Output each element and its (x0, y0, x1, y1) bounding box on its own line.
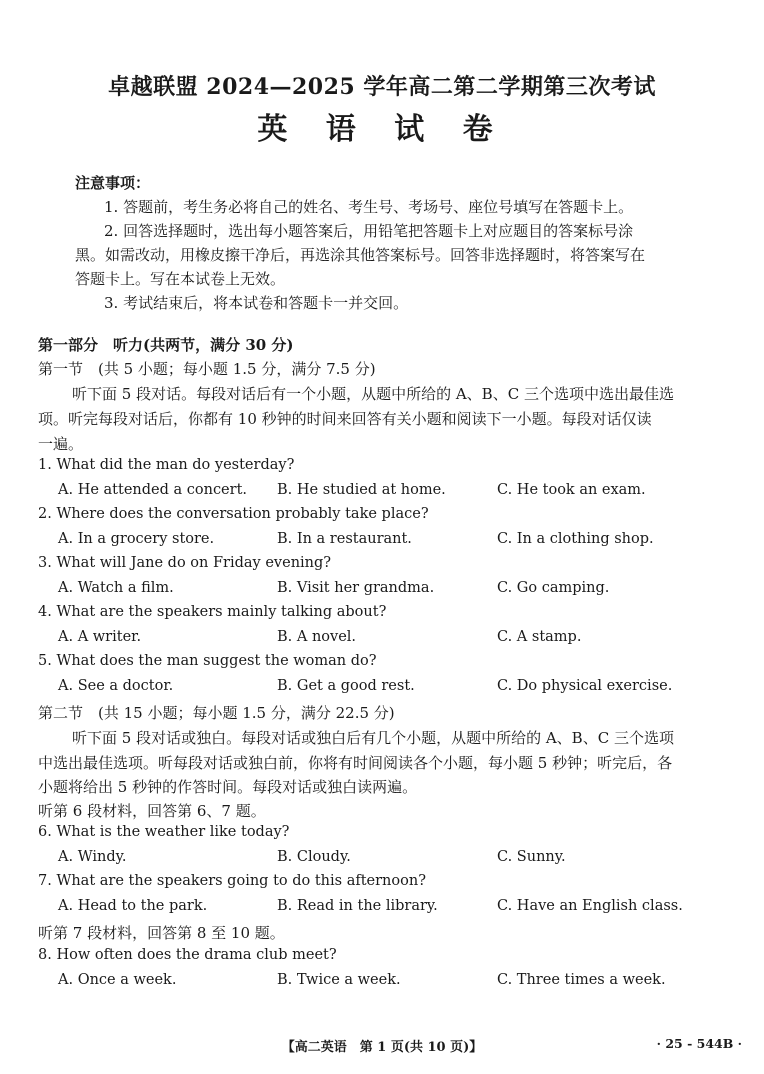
q6-option-c: C. Sunny. (497, 849, 566, 865)
material-6-heading: 听第 6 段材料，回答第 6、7 题。 (38, 802, 266, 820)
q4-option-c: C. A stamp. (497, 629, 582, 645)
section1-heading: 第一节 (共 5 小题；每小题 1.5 分，满分 7.5 分) (38, 360, 376, 378)
notice-item-2-end: 答题卡上。写在本试卷上无效。 (75, 270, 286, 288)
section1-instruction-2: 项。听完每段对话后，你都有 10 秒钟的时间来回答有关小题和阅读下一小题。每段对话仅读 (38, 410, 652, 428)
q2-option-b: B. In a restaurant. (277, 531, 412, 547)
section2-instruction-3: 小题将给出 5 秒钟的作答时间。每段对话或独白读两遍。 (38, 778, 418, 796)
q1-option-c: C. He took an exam. (497, 482, 646, 498)
q5-option-b: B. Get a good rest. (277, 678, 415, 694)
notice-item-3: 3. 考试结束后，将本试卷和答题卡一并交回。 (104, 294, 409, 312)
section2-heading: 第二节 (共 15 小题；每小题 1.5 分，满分 22.5 分) (38, 704, 395, 722)
question-7: 7. What are the speakers going to do this afternoon? (38, 873, 426, 889)
exam-code: · 25 - 544B · (656, 1036, 742, 1051)
question-6: 6. What is the weather like today? (38, 824, 290, 840)
question-2: 2. Where does the conversation probably take place? (38, 506, 429, 522)
q3-option-a: A. Watch a film. (58, 580, 174, 596)
q3-option-b: B. Visit her grandma. (277, 580, 435, 596)
question-3: 3. What will Jane do on Friday evening? (38, 555, 332, 571)
q2-option-c: C. In a clothing shop. (497, 531, 654, 547)
q4-option-a: A. A writer. (58, 629, 142, 645)
q5-option-c: C. Do physical exercise. (497, 678, 673, 694)
q4-option-b: B. A novel. (277, 629, 357, 645)
q3-option-c: C. Go camping. (497, 580, 610, 596)
part1-heading: 第一部分 听力(共两节，满分 30 分) (38, 336, 294, 354)
question-8: 8. How often does the drama club meet? (38, 947, 337, 963)
question-1: 1. What did the man do yesterday? (38, 457, 295, 473)
material-7-heading: 听第 7 段材料，回答第 8 至 10 题。 (38, 924, 285, 942)
q5-option-a: A. See a doctor. (58, 678, 174, 694)
notice-item-2-cont: 黑。如需改动，用橡皮擦干净后，再选涂其他答案标号。回答非选择题时，将答案写在 (75, 246, 646, 264)
exam-title: 卓越联盟 2024—2025 学年高二第二学期第三次考试 (108, 74, 656, 100)
q2-option-a: A. In a grocery store. (58, 531, 215, 547)
q6-option-a: A. Windy. (58, 849, 127, 865)
q8-option-b: B. Twice a week. (277, 972, 401, 988)
q8-option-c: C. Three times a week. (497, 972, 666, 988)
section2-instruction-2: 中选出最佳选项。听每段对话或独白前，你将有时间阅读各个小题，每小题 5 秒钟；听完后，各 (38, 754, 673, 772)
subject-title: 英 语 试 卷 (257, 112, 507, 147)
section1-instruction-3: 一遍。 (38, 435, 84, 453)
section1-instruction-1: 听下面 5 段对话。每段对话后有一个小题，从题中所给的 A、B、C 三个选项中选出最佳选 (72, 385, 674, 403)
question-4: 4. What are the speakers mainly talking about? (38, 604, 387, 620)
question-5: 5. What does the man suggest the woman do? (38, 653, 377, 669)
q1-option-b: B. He studied at home. (277, 482, 446, 498)
q7-option-c: C. Have an English class. (497, 898, 683, 914)
q1-option-a: A. He attended a concert. (58, 482, 248, 498)
page-footer: 【高二英语 第 1 页(共 10 页)】 (281, 1040, 483, 1055)
q7-option-a: A. Head to the park. (58, 898, 208, 914)
q6-option-b: B. Cloudy. (277, 849, 351, 865)
q8-option-a: A. Once a week. (58, 972, 177, 988)
notice-heading: 注意事项： (75, 174, 151, 192)
notice-item-1: 1. 答题前，考生务必将自己的姓名、考生号、考场号、座位号填写在答题卡上。 (104, 198, 634, 216)
q7-option-b: B. Read in the library. (277, 898, 438, 914)
notice-item-2: 2. 回答选择题时，选出每小题答案后，用铅笔把答题卡上对应题目的答案标号涂 (104, 222, 634, 240)
section2-instruction-1: 听下面 5 段对话或独白。每段对话或独白后有几个小题，从题中所给的 A、B、C 三个选项 (72, 729, 674, 747)
